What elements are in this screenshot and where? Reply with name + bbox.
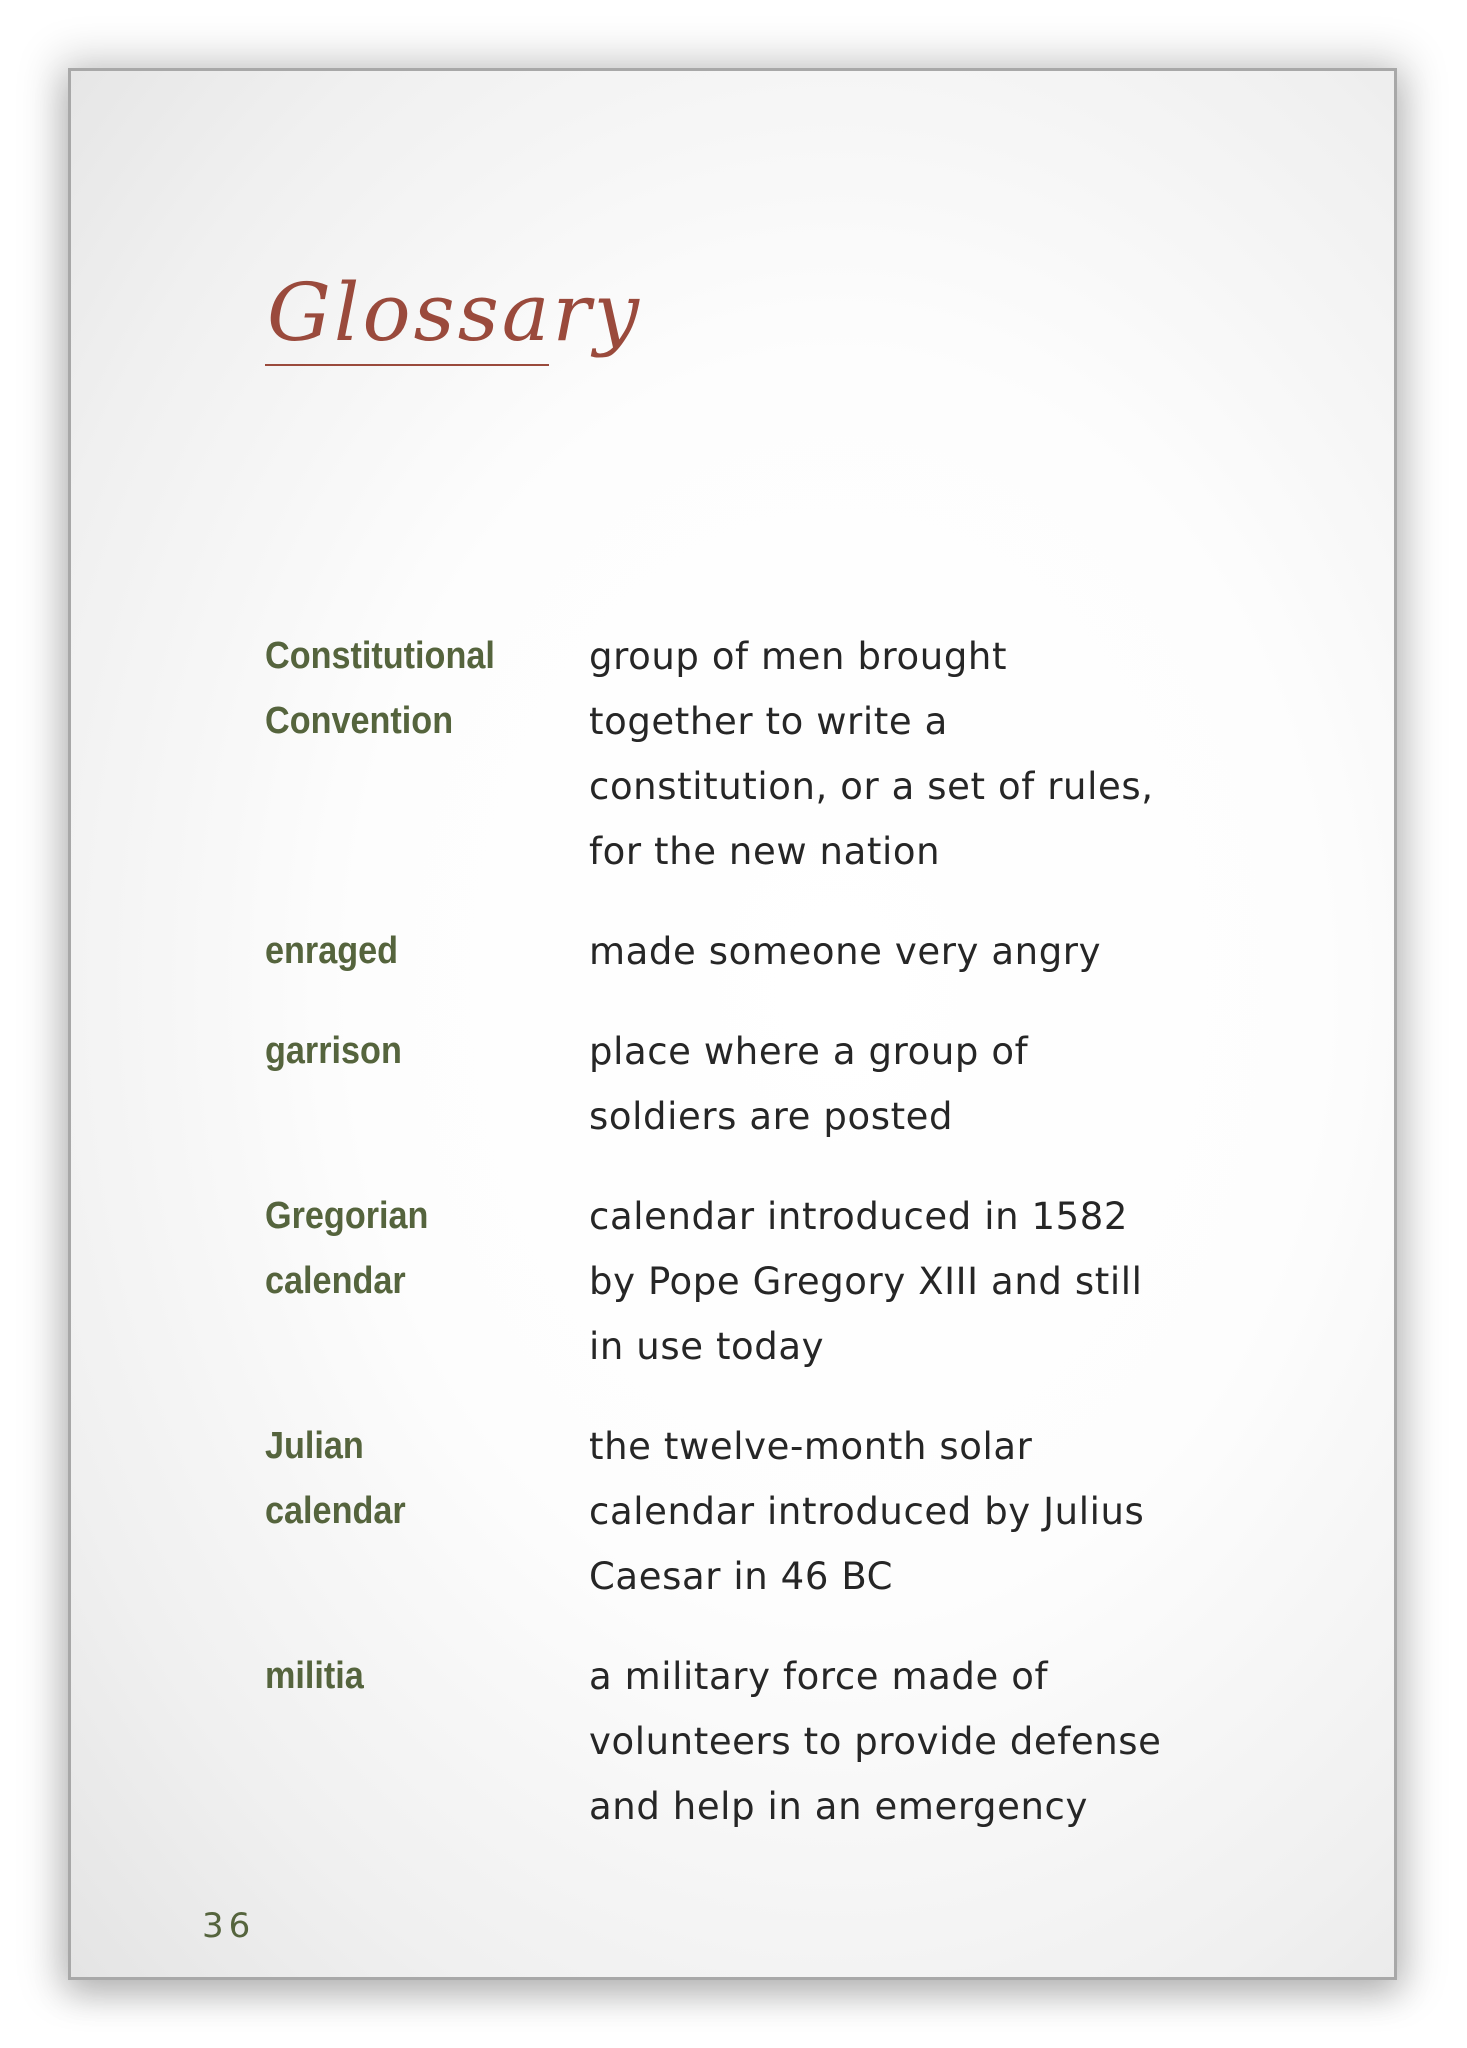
definition-line: made someone very angry xyxy=(589,930,1102,973)
term-line: calendar xyxy=(265,1260,406,1302)
title-underline xyxy=(265,364,549,366)
glossary-entry xyxy=(265,1184,1265,1379)
glossary-definition xyxy=(589,624,1189,884)
page-title xyxy=(265,261,642,381)
glossary-entry xyxy=(265,624,1265,884)
glossary-definition xyxy=(589,1414,1189,1609)
glossary-entry xyxy=(265,1414,1265,1609)
glossary-term xyxy=(265,624,557,884)
definition-line: place where a group of xyxy=(589,1030,1029,1073)
glossary-definition xyxy=(589,1644,1189,1839)
glossary-definition xyxy=(589,919,1189,984)
term-line: calendar xyxy=(265,1490,406,1532)
definition-line: calendar introduced in 1582 xyxy=(589,1195,1129,1238)
definition-line: and help in an emergency xyxy=(589,1785,1088,1828)
book-page xyxy=(68,68,1397,1980)
definition-line: a military force made of xyxy=(589,1655,1049,1698)
definition-line: calendar introduced by Julius xyxy=(589,1490,1145,1533)
term-line: Julian xyxy=(265,1425,364,1467)
definition-line: the twelve-month solar xyxy=(589,1425,1033,1468)
definition-line: group of men brought xyxy=(589,635,1008,678)
definition-line: Caesar in 46 BC xyxy=(589,1555,894,1598)
glossary-entry xyxy=(265,919,1265,984)
glossary-term xyxy=(265,1184,557,1379)
glossary-term xyxy=(265,919,557,984)
definition-line: together to write a xyxy=(589,700,948,743)
term-line: garrison xyxy=(265,1030,402,1072)
glossary-definition xyxy=(589,1184,1189,1379)
glossary-term xyxy=(265,1019,557,1149)
term-line: enraged xyxy=(265,930,399,972)
term-line: Constitutional xyxy=(265,635,495,677)
term-line: Convention xyxy=(265,700,454,742)
definition-line: constitution, or a set of rules, xyxy=(589,765,1154,808)
term-line: Gregorian xyxy=(265,1195,429,1237)
glossary-list xyxy=(265,624,1265,1874)
page-number: 36 xyxy=(202,1906,256,1946)
definition-line: for the new nation xyxy=(589,830,941,873)
definition-line: volunteers to provide defense xyxy=(589,1720,1162,1763)
glossary-definition xyxy=(589,1019,1189,1149)
term-line: militia xyxy=(265,1655,364,1697)
definition-line: soldiers are posted xyxy=(589,1095,954,1138)
definition-line: in use today xyxy=(589,1325,825,1368)
glossary-entry xyxy=(265,1644,1265,1839)
definition-line: by Pope Gregory XIII and still xyxy=(589,1260,1143,1303)
glossary-entry xyxy=(265,1019,1265,1149)
glossary-term xyxy=(265,1414,557,1609)
glossary-term xyxy=(265,1644,557,1839)
glossary-title: Glossary xyxy=(267,266,642,359)
